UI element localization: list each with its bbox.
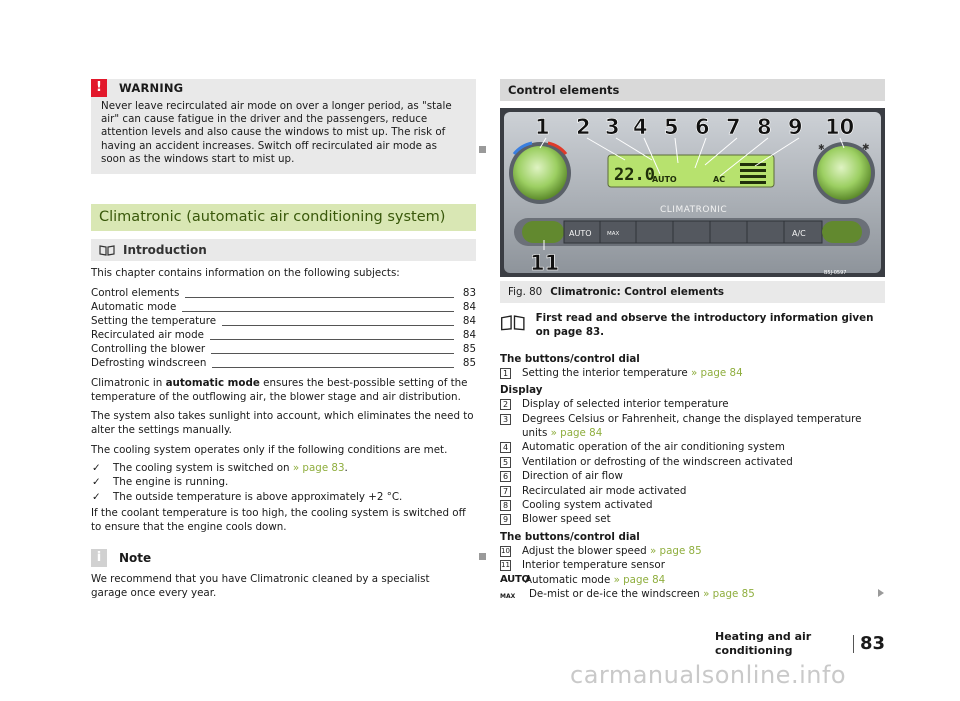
- warning-icon: !: [91, 79, 107, 97]
- list-item: ✓ The outside temperature is above approximately +2 °C.: [92, 490, 403, 503]
- warning-text: Never leave recirculated air mode on over a longer period, as "stale air" can cause fatigue in the driver and the passengers, reduce attention levels and also cause the windows to mist up. The risk of having an accident increases. Switch off recirculated air mode as soon as the windows start to mist up.: [101, 100, 452, 165]
- note-title: Note: [119, 550, 152, 565]
- footer-section: Heating and air conditioning: [715, 630, 812, 658]
- book-icon: [99, 245, 115, 256]
- para-automatic-mode: Climatronic in automatic mode ensures the best-possible setting of the temperature of the outflowing air, the blower stage and air distribution.: [91, 376, 468, 403]
- auto-button-label: AUTO: [569, 229, 592, 238]
- callout-3: 3: [605, 115, 620, 139]
- display-ac: AC: [713, 175, 726, 184]
- page-link[interactable]: » page 85: [703, 588, 755, 601]
- callout-9: 9: [788, 115, 803, 139]
- conditions-list: [91, 461, 476, 505]
- svg-text:✱: ✱: [818, 143, 825, 152]
- section-end-icon: [479, 146, 486, 153]
- list-item: 10 Adjust the blower speed » page 85: [501, 544, 702, 557]
- list-item: 2 Display of selected interior temperature: [500, 397, 885, 411]
- brand-label: CLIMATRONIC: [660, 205, 728, 215]
- toc-list: [91, 287, 476, 371]
- para-conditions: The cooling system operates only if the following conditions are met.: [91, 444, 448, 456]
- left-column: [91, 79, 476, 600]
- continue-arrow-icon: [878, 589, 884, 597]
- figure-ref: B5J-0597: [824, 270, 847, 276]
- svg-text:✱: ✱: [862, 143, 870, 153]
- section-end-icon: [479, 553, 486, 560]
- climatronic-figure: [500, 108, 885, 277]
- climatronic-panel-image: [500, 108, 885, 277]
- callout-8: 8: [757, 115, 772, 139]
- callout-7: 7: [726, 115, 741, 139]
- toc-row[interactable]: Control elements 83: [91, 287, 476, 300]
- list-item: 11 Interior temperature sensor: [501, 559, 665, 572]
- right-column: [500, 79, 885, 605]
- page-footer: [715, 630, 885, 659]
- display-auto: AUTO: [652, 175, 677, 184]
- info-icon: i: [91, 549, 107, 567]
- page-link[interactable]: » page 84: [613, 573, 666, 586]
- check-icon: ✓: [92, 476, 101, 489]
- list-item: 3 Degrees Celsius or Fahrenheit, change the displayed temperature: [500, 412, 885, 426]
- warning-box: [91, 79, 476, 174]
- page-link[interactable]: » page 84: [550, 427, 603, 440]
- page-link[interactable]: » page 84: [690, 366, 743, 379]
- page-link[interactable]: » page 85: [649, 544, 702, 557]
- group-title: Display: [500, 384, 543, 397]
- warning-title: WARNING: [119, 80, 184, 95]
- note-text: We recommend that you have Climatronic cleaned by a specialist garage once every year.: [91, 572, 430, 599]
- watermark: carmanualsonline.info: [570, 661, 847, 689]
- callout-1: 1: [535, 115, 550, 139]
- list-item: ✓ The engine is running.: [92, 476, 229, 489]
- list-item: 9 Blower speed set: [500, 512, 885, 526]
- list-item: 4 Automatic operation of the air conditioning system: [500, 440, 885, 454]
- control-elements-header: Control elements: [500, 79, 885, 101]
- list-item: ✓ The cooling system is switched on » page 83.: [92, 461, 348, 474]
- list-item: 1 Setting the interior temperature » page 84: [500, 366, 885, 380]
- toc-row[interactable]: Setting the temperature 84: [91, 315, 476, 328]
- display-temperature: 22.0: [614, 165, 655, 185]
- section-title: Climatronic (automatic air conditioning system): [91, 204, 476, 231]
- callout-2: 2: [576, 115, 591, 139]
- check-icon: ✓: [92, 490, 101, 503]
- list-item: 6 Direction of air flow: [500, 469, 885, 483]
- max-defrost-icon: MAX: [500, 593, 516, 601]
- list-item: MAX De-mist or de-ice the windscreen » page 85: [500, 587, 885, 604]
- warning-header: [91, 79, 476, 97]
- figure-caption: Fig. 80 Climatronic: Control elements: [500, 281, 885, 303]
- list-item: 7 Recirculated air mode activated: [500, 484, 885, 498]
- list-item: units » page 84: [522, 427, 603, 440]
- ac-button-label: A/C: [792, 229, 806, 238]
- intro-text: This chapter contains information on the following subjects:: [91, 267, 400, 280]
- max-button-label: MAX: [607, 231, 620, 237]
- book-icon: [500, 311, 526, 333]
- list-item: 5 Ventilation or defrosting of the windscreen activated: [500, 455, 885, 469]
- intro-header: [91, 239, 476, 261]
- list-item: AUTO Automatic mode » page 84: [500, 573, 666, 586]
- group-title: The buttons/control dial: [500, 530, 640, 543]
- note-header: [91, 549, 476, 567]
- toc-row[interactable]: Automatic mode 84: [91, 301, 476, 314]
- page-number: 83: [859, 633, 885, 655]
- callout-4: 4: [633, 115, 648, 139]
- toc-row[interactable]: Recirculated air mode 84: [91, 329, 476, 342]
- check-icon: ✓: [92, 461, 101, 474]
- page-link[interactable]: » page 83: [292, 461, 345, 474]
- auto-icon: AUTO: [500, 573, 530, 585]
- para-sunlight: The system also takes sunlight into account, which eliminates the need to alter the settings manually.: [91, 410, 474, 437]
- callout-10: 10: [825, 115, 855, 139]
- para-coolant: If the coolant temperature is too high, the cooling system is switched off to ensure that the engine cools down.: [91, 507, 466, 534]
- callout-5: 5: [664, 115, 679, 139]
- callout-6: 6: [695, 115, 710, 139]
- list-item: 8 Cooling system activated: [500, 498, 885, 512]
- intro-title: Introduction: [123, 242, 207, 257]
- callout-11: 11: [530, 251, 560, 275]
- first-read-note: First read and observe the introductory information given on page 83.: [500, 311, 885, 340]
- group-title: The buttons/control dial: [500, 352, 640, 365]
- toc-row[interactable]: Defrosting windscreen 85: [91, 357, 476, 370]
- toc-row[interactable]: Controlling the blower 85: [91, 343, 476, 356]
